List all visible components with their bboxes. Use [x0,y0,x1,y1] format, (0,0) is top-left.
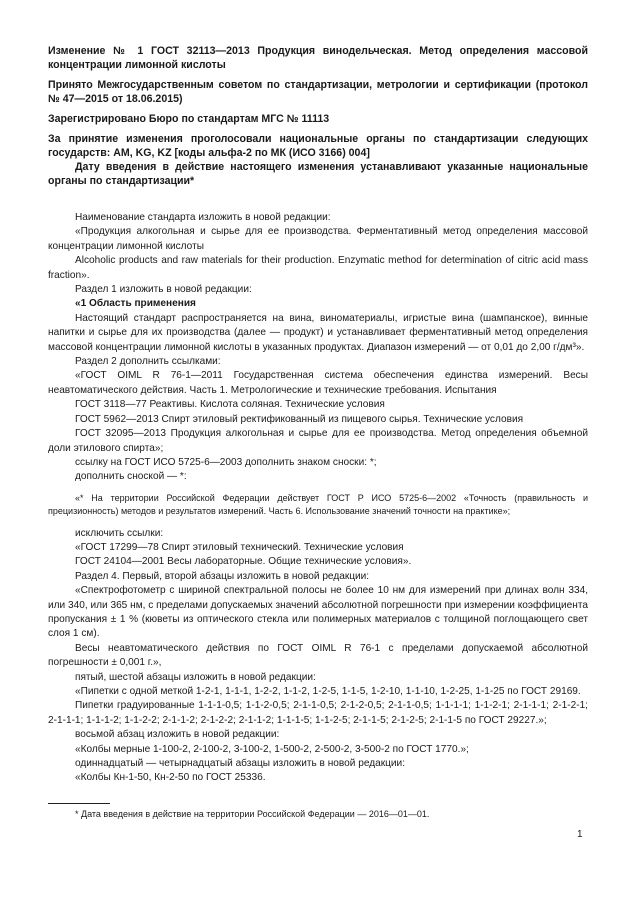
paragraph: Настоящий стандарт распространяется на вина, виноматериалы, игристые вина (шампанское), винные напитки и сырье для их производства (далее — продукт) и устанавливает ферментативный метод определения массовой концентрации лимонной кислоты в указанных продуктах. Диапазон измерений — от 0,01 до 2,00 г/дм³». [48,312,588,353]
document-page [48,44,588,786]
paragraph: ГОСТ 5962—2013 Спирт этиловый ректификованный из пищевого сырья. Технические условия [75,413,524,425]
paragraph: исключить ссылки: [75,527,164,539]
paragraph: «ГОСТ 17299—78 Спирт этиловый технический. Технические условия [75,541,404,553]
paragraph: ссылку на ГОСТ ИСО 5725-6—2003 дополнить знаком сноски: *; [75,456,377,468]
paragraph: одиннадцатый — четырнадцатый абзацы изложить в новой редакции: [75,758,405,770]
paragraph: «Продукция алкогольная и сырье для ее производства. Ферментативный метод определения массовой концентрации лимонной кислоты [48,226,588,252]
adoption-info: Принято Межгосударственным советом по стандартизации, метрологии и сертификации (протокол № 47—2015 от 18.06.2015) [48,79,588,105]
paragraph: Наименование стандарта изложить в новой редакции: [75,212,331,223]
paragraph: Весы неавтоматического действия по ГОСТ OIML R 76-1 с пределами допускаемой абсолютной погрешности ± 0,001 г.», [48,642,588,669]
paragraph: «Колбы мерные 1-100-2, 2-100-2, 3-100-2, 1-500-2, 2-500-2, 3-500-2 по ГОСТ 1770.»; [75,743,469,755]
paragraph: Раздел 2 дополнить ссылками: [75,356,221,368]
footnote: * Дата введения в действие на территории Российской Федерации — 2016—01—01. [75,809,430,819]
paragraph: Раздел 1 изложить в новой редакции: [75,284,252,296]
paragraph: Alcoholic products and raw materials for their production. Enzymatic method for determination of citric acid mass fraction». [48,255,588,281]
paragraph: ГОСТ 24104—2001 Весы лабораторные. Общие технические условия». [75,556,412,568]
paragraph: «Пипетки с одной меткой 1-2-1, 1-1-1, 1-2-2, 1-1-2, 1-2-5, 1-1-5, 1-2-10, 1-1-10, 1-2-25, 1-1-25 по ГОСТ 29169. [75,686,581,697]
page-number: 1 [577,829,583,840]
effective-date-info: Дату введения в действие настоящего изменения устанавливают указанные национальные органы по стандартизации* [48,161,588,187]
section-heading: «1 Область применения [75,298,196,310]
paragraph: дополнить сноской — *: [75,471,187,483]
paragraph: ГОСТ 3118—77 Реактивы. Кислота соляная. Технические условия [75,399,385,411]
footnote-divider [48,803,110,804]
registration-info: Зарегистрировано Бюро по стандартам МГС № 11113 [48,113,330,125]
paragraph: «ГОСТ OIML R 76-1—2011 Государственная система обеспечения единства измерений. Весы неавтоматического действия. Часть 1. Метрологические и технические требования. Испытания [48,370,588,396]
paragraph: «Колбы Кн-1-50, Кн-2-50 по ГОСТ 25336. [75,772,266,784]
inserted-footnote: «* На территории Российской Федерации действует ГОСТ Р ИСО 5725-6—2002 «Точность (правильность и прецизионность) методов и результатов измерений. Часть 6. Использование значений точности на практике»; [48,492,588,517]
paragraph: Пипетки градуированные 1-1-1-0,5; 1-1-2-0,5; 2-1-1-0,5; 2-1-2-0,5; 2-1-1-0,5; 1-1-1-1; 1-1-2-1; 2-1-1-1; 2-1-2-1; 2-1-1-1; 1-1-1-2; 1-1-2-2; 2-1-1-2; 2-1-2-2; 2-1-1-2; 1-1-1-5; 1-1-2-5; 2-1-1-5; 2-1-2-5; 2-1-1-5 по ГОСТ 29227.»; [48,700,588,726]
paragraph: ГОСТ 32095—2013 Продукция алкогольная и сырье для ее производства. Метод определения объемной доли этилового спирта»; [48,428,588,454]
paragraph: Раздел 4. Первый, второй абзацы изложить в новой редакции: [75,570,370,582]
paragraph: «Спектрофотометр с шириной спектральной полосы не более 10 нм для измерений при длинах волн 334, или 340, или 365 нм, с пределами допускаемых значений абсолютной погрешности при измерении коэффициента пропускания ± 1 % (кюветы из оптического стекла или полимерных материалов с толщиной поглощающего свет слоя 1 см). [48,585,588,640]
amendment-title: Изменение № 1 ГОСТ 32113—2013 Продукция винодельческая. Метод определения массовой концентрации лимонной кислоты [48,45,588,71]
voting-info: За принятие изменения проголосовали национальные органы по стандартизации следующих государств: AM, KG, KZ [коды альфа-2 по МК (ИСО 3166) 004] [48,133,588,159]
paragraph: пятый, шестой абзацы изложить в новой редакции: [75,671,316,683]
paragraph: восьмой абзац изложить в новой редакции: [75,729,280,741]
